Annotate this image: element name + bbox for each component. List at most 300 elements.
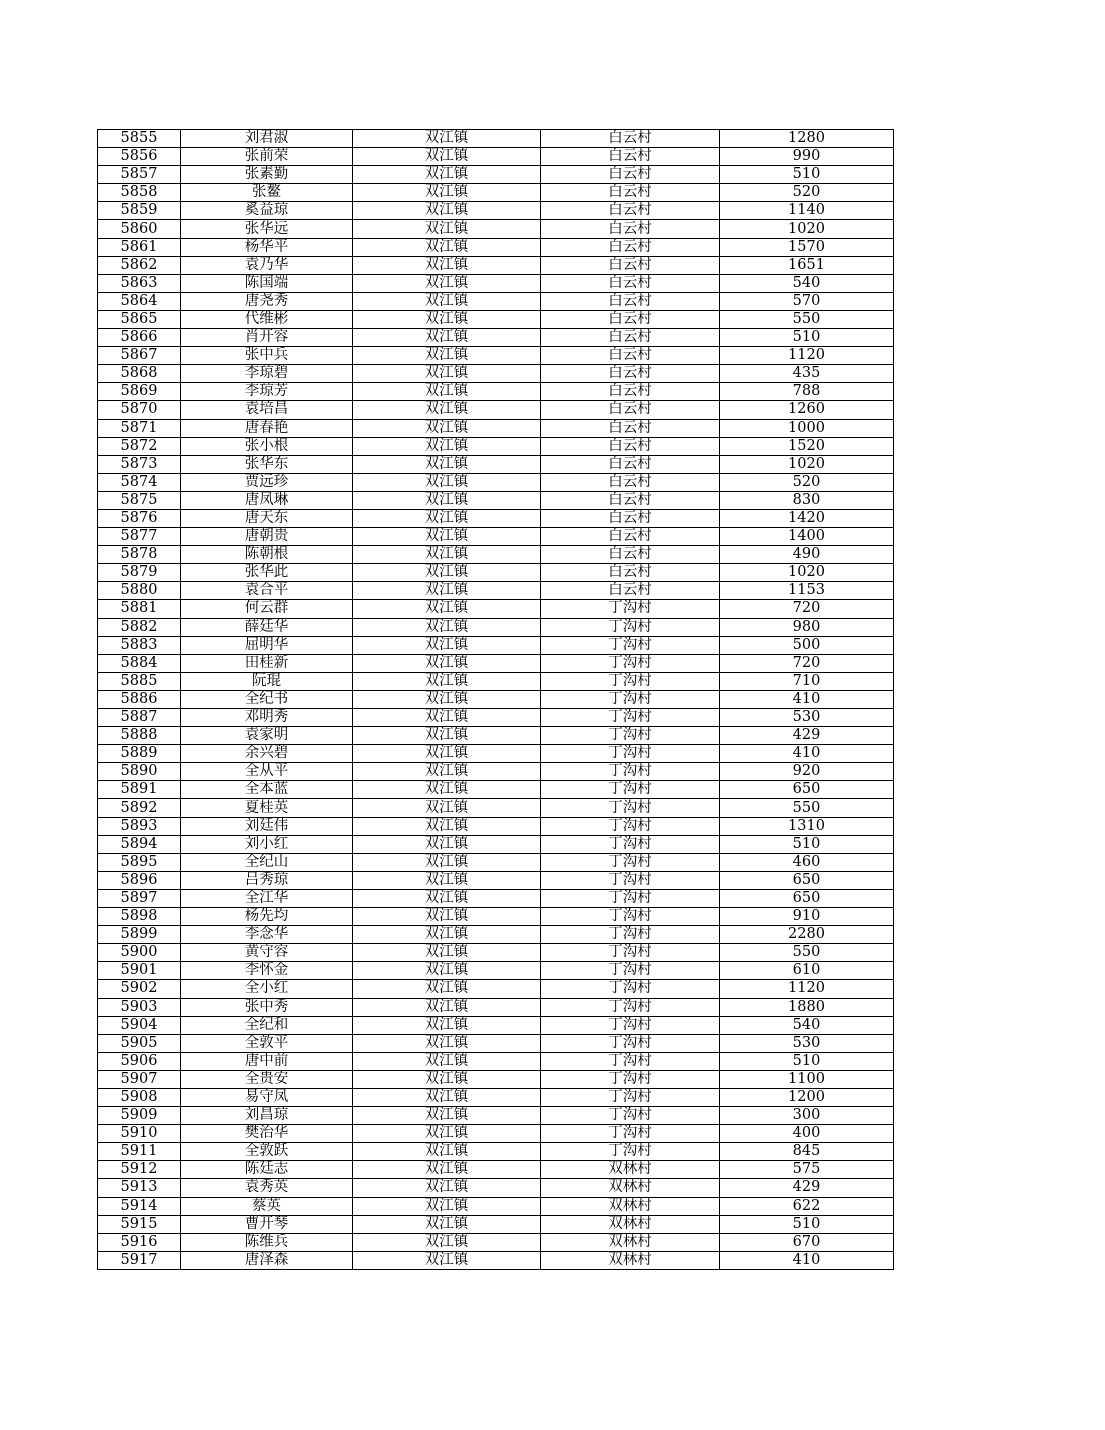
amount-value-cell: 830 (720, 491, 894, 509)
town-name-cell: 双江镇 (353, 1107, 541, 1125)
amount-value-cell: 530 (720, 1034, 894, 1052)
person-name-cell: 邓明秀 (181, 709, 353, 727)
person-name-cell: 张素勤 (181, 166, 353, 184)
person-name-cell: 阮琨 (181, 672, 353, 690)
person-name-cell: 全小红 (181, 980, 353, 998)
town-name-cell: 双江镇 (353, 763, 541, 781)
person-name-cell: 全敦平 (181, 1034, 353, 1052)
town-name-cell: 双江镇 (353, 980, 541, 998)
person-name-cell: 张中兵 (181, 347, 353, 365)
row-number-cell: 5894 (98, 835, 181, 853)
row-number-cell: 5893 (98, 817, 181, 835)
person-name-cell: 陈廷志 (181, 1161, 353, 1179)
table-row (98, 1070, 894, 1088)
amount-value-cell: 570 (720, 292, 894, 310)
row-number-cell: 5856 (98, 148, 181, 166)
village-name-cell: 白云村 (541, 401, 720, 419)
table-row (98, 853, 894, 871)
row-number-cell: 5900 (98, 944, 181, 962)
amount-value-cell: 1140 (720, 202, 894, 220)
amount-value-cell: 622 (720, 1197, 894, 1215)
row-number-cell: 5888 (98, 727, 181, 745)
town-name-cell: 双江镇 (353, 564, 541, 582)
amount-value-cell: 1880 (720, 998, 894, 1016)
amount-value-cell: 520 (720, 473, 894, 491)
amount-value-cell: 410 (720, 1251, 894, 1269)
table-row (98, 148, 894, 166)
amount-value-cell: 510 (720, 329, 894, 347)
person-name-cell: 唐泽森 (181, 1251, 353, 1269)
person-name-cell: 李念华 (181, 926, 353, 944)
table-row (98, 491, 894, 509)
village-name-cell: 白云村 (541, 148, 720, 166)
person-name-cell: 张华远 (181, 220, 353, 238)
village-name-cell: 白云村 (541, 292, 720, 310)
amount-value-cell: 510 (720, 835, 894, 853)
amount-value-cell: 1280 (720, 130, 894, 148)
town-name-cell: 双江镇 (353, 347, 541, 365)
amount-value-cell: 720 (720, 654, 894, 672)
village-name-cell: 丁沟村 (541, 709, 720, 727)
row-number-cell: 5885 (98, 672, 181, 690)
person-name-cell: 全从平 (181, 763, 353, 781)
table-row (98, 365, 894, 383)
person-name-cell: 曹开琴 (181, 1215, 353, 1233)
table-row (98, 419, 894, 437)
table-row (98, 347, 894, 365)
amount-value-cell: 1020 (720, 564, 894, 582)
town-name-cell: 双江镇 (353, 166, 541, 184)
town-name-cell: 双江镇 (353, 419, 541, 437)
amount-value-cell: 435 (720, 365, 894, 383)
town-name-cell: 双江镇 (353, 1179, 541, 1197)
village-name-cell: 丁沟村 (541, 763, 720, 781)
town-name-cell: 双江镇 (353, 238, 541, 256)
row-number-cell: 5867 (98, 347, 181, 365)
village-name-cell: 丁沟村 (541, 835, 720, 853)
person-name-cell: 张中秀 (181, 998, 353, 1016)
table-row (98, 1107, 894, 1125)
village-name-cell: 白云村 (541, 310, 720, 328)
table-row (98, 871, 894, 889)
row-number-cell: 5860 (98, 220, 181, 238)
village-name-cell: 丁沟村 (541, 998, 720, 1016)
row-number-cell: 5887 (98, 709, 181, 727)
person-name-cell: 唐春艳 (181, 419, 353, 437)
village-name-cell: 白云村 (541, 329, 720, 347)
table-row (98, 220, 894, 238)
amount-value-cell: 510 (720, 166, 894, 184)
table-row (98, 1179, 894, 1197)
town-name-cell: 双江镇 (353, 781, 541, 799)
table-row (98, 998, 894, 1016)
town-name-cell: 双江镇 (353, 220, 541, 238)
person-name-cell: 薛廷华 (181, 618, 353, 636)
table-row (98, 1052, 894, 1070)
village-name-cell: 丁沟村 (541, 962, 720, 980)
amount-value-cell: 1520 (720, 437, 894, 455)
town-name-cell: 双江镇 (353, 835, 541, 853)
table-row (98, 962, 894, 980)
amount-value-cell: 300 (720, 1107, 894, 1125)
amount-value-cell: 1260 (720, 401, 894, 419)
amount-value-cell: 788 (720, 383, 894, 401)
town-name-cell: 双江镇 (353, 455, 541, 473)
table-row (98, 509, 894, 527)
village-name-cell: 丁沟村 (541, 1016, 720, 1034)
row-number-cell: 5865 (98, 310, 181, 328)
village-name-cell: 丁沟村 (541, 908, 720, 926)
village-name-cell: 双林村 (541, 1197, 720, 1215)
village-name-cell: 丁沟村 (541, 1070, 720, 1088)
person-name-cell: 李怀金 (181, 962, 353, 980)
village-name-cell: 白云村 (541, 184, 720, 202)
amount-value-cell: 650 (720, 889, 894, 907)
amount-value-cell: 575 (720, 1161, 894, 1179)
person-name-cell: 袁秀英 (181, 1179, 353, 1197)
person-name-cell: 张小根 (181, 437, 353, 455)
town-name-cell: 双江镇 (353, 148, 541, 166)
village-name-cell: 丁沟村 (541, 1088, 720, 1106)
table-row (98, 1034, 894, 1052)
town-name-cell: 双江镇 (353, 528, 541, 546)
table-row (98, 636, 894, 654)
row-number-cell: 5906 (98, 1052, 181, 1070)
town-name-cell: 双江镇 (353, 1070, 541, 1088)
town-name-cell: 双江镇 (353, 202, 541, 220)
table-row (98, 292, 894, 310)
row-number-cell: 5882 (98, 618, 181, 636)
table-row (98, 383, 894, 401)
village-name-cell: 双林村 (541, 1233, 720, 1251)
amount-value-cell: 550 (720, 310, 894, 328)
table-row (98, 166, 894, 184)
row-number-cell: 5855 (98, 130, 181, 148)
town-name-cell: 双江镇 (353, 1016, 541, 1034)
village-name-cell: 丁沟村 (541, 889, 720, 907)
person-name-cell: 代维彬 (181, 310, 353, 328)
row-number-cell: 5907 (98, 1070, 181, 1088)
row-number-cell: 5864 (98, 292, 181, 310)
row-number-cell: 5911 (98, 1143, 181, 1161)
village-name-cell: 双林村 (541, 1161, 720, 1179)
table-row (98, 1161, 894, 1179)
person-name-cell: 何云群 (181, 600, 353, 618)
amount-value-cell: 920 (720, 763, 894, 781)
amount-value-cell: 720 (720, 600, 894, 618)
village-name-cell: 丁沟村 (541, 654, 720, 672)
table-row (98, 980, 894, 998)
table-row (98, 274, 894, 292)
table-row (98, 310, 894, 328)
village-name-cell: 白云村 (541, 274, 720, 292)
row-number-cell: 5863 (98, 274, 181, 292)
village-name-cell: 丁沟村 (541, 600, 720, 618)
town-name-cell: 双江镇 (353, 998, 541, 1016)
person-name-cell: 张华此 (181, 564, 353, 582)
table-row (98, 455, 894, 473)
row-number-cell: 5909 (98, 1107, 181, 1125)
village-name-cell: 丁沟村 (541, 745, 720, 763)
amount-value-cell: 540 (720, 1016, 894, 1034)
amount-value-cell: 1200 (720, 1088, 894, 1106)
person-name-cell: 唐朝贵 (181, 528, 353, 546)
row-number-cell: 5880 (98, 582, 181, 600)
person-name-cell: 全纪和 (181, 1016, 353, 1034)
table-row (98, 546, 894, 564)
person-name-cell: 唐中前 (181, 1052, 353, 1070)
village-name-cell: 双林村 (541, 1251, 720, 1269)
village-name-cell: 白云村 (541, 383, 720, 401)
row-number-cell: 5874 (98, 473, 181, 491)
person-name-cell: 全敦跃 (181, 1143, 353, 1161)
row-number-cell: 5869 (98, 383, 181, 401)
town-name-cell: 双江镇 (353, 672, 541, 690)
row-number-cell: 5862 (98, 256, 181, 274)
row-number-cell: 5889 (98, 745, 181, 763)
town-name-cell: 双江镇 (353, 1233, 541, 1251)
person-name-cell: 陈国端 (181, 274, 353, 292)
town-name-cell: 双江镇 (353, 509, 541, 527)
row-number-cell: 5903 (98, 998, 181, 1016)
amount-value-cell: 1020 (720, 220, 894, 238)
table-body (98, 130, 894, 1270)
village-name-cell: 丁沟村 (541, 871, 720, 889)
table-row (98, 564, 894, 582)
village-name-cell: 丁沟村 (541, 672, 720, 690)
town-name-cell: 双江镇 (353, 546, 541, 564)
person-name-cell: 夏桂英 (181, 799, 353, 817)
row-number-cell: 5905 (98, 1034, 181, 1052)
town-name-cell: 双江镇 (353, 1088, 541, 1106)
person-name-cell: 全江华 (181, 889, 353, 907)
town-name-cell: 双江镇 (353, 473, 541, 491)
table-row (98, 256, 894, 274)
person-name-cell: 刘小红 (181, 835, 353, 853)
amount-value-cell: 410 (720, 745, 894, 763)
row-number-cell: 5912 (98, 1161, 181, 1179)
person-name-cell: 樊治华 (181, 1125, 353, 1143)
amount-value-cell: 990 (720, 148, 894, 166)
row-number-cell: 5898 (98, 908, 181, 926)
village-name-cell: 白云村 (541, 166, 720, 184)
village-name-cell: 白云村 (541, 546, 720, 564)
amount-value-cell: 520 (720, 184, 894, 202)
village-name-cell: 白云村 (541, 509, 720, 527)
amount-value-cell: 510 (720, 1052, 894, 1070)
amount-value-cell: 500 (720, 636, 894, 654)
row-number-cell: 5916 (98, 1233, 181, 1251)
amount-value-cell: 710 (720, 672, 894, 690)
village-name-cell: 白云村 (541, 202, 720, 220)
table-row (98, 238, 894, 256)
amount-value-cell: 1020 (720, 455, 894, 473)
person-name-cell: 全贵安 (181, 1070, 353, 1088)
amount-value-cell: 410 (720, 690, 894, 708)
person-name-cell: 田桂新 (181, 654, 353, 672)
person-name-cell: 易守凤 (181, 1088, 353, 1106)
amount-value-cell: 1400 (720, 528, 894, 546)
row-number-cell: 5884 (98, 654, 181, 672)
town-name-cell: 双江镇 (353, 817, 541, 835)
person-name-cell: 黄守容 (181, 944, 353, 962)
table-row (98, 130, 894, 148)
town-name-cell: 双江镇 (353, 799, 541, 817)
row-number-cell: 5873 (98, 455, 181, 473)
table-row (98, 763, 894, 781)
data-table (97, 129, 894, 1270)
row-number-cell: 5899 (98, 926, 181, 944)
row-number-cell: 5877 (98, 528, 181, 546)
town-name-cell: 双江镇 (353, 853, 541, 871)
village-name-cell: 丁沟村 (541, 853, 720, 871)
town-name-cell: 双江镇 (353, 1251, 541, 1269)
person-name-cell: 屈明华 (181, 636, 353, 654)
row-number-cell: 5902 (98, 980, 181, 998)
town-name-cell: 双江镇 (353, 1143, 541, 1161)
table-row (98, 835, 894, 853)
row-number-cell: 5859 (98, 202, 181, 220)
table-row (98, 473, 894, 491)
amount-value-cell: 1100 (720, 1070, 894, 1088)
town-name-cell: 双江镇 (353, 709, 541, 727)
person-name-cell: 陈维兵 (181, 1233, 353, 1251)
row-number-cell: 5866 (98, 329, 181, 347)
table-row (98, 672, 894, 690)
village-name-cell: 丁沟村 (541, 781, 720, 799)
row-number-cell: 5913 (98, 1179, 181, 1197)
row-number-cell: 5897 (98, 889, 181, 907)
town-name-cell: 双江镇 (353, 889, 541, 907)
village-name-cell: 双林村 (541, 1179, 720, 1197)
village-name-cell: 白云村 (541, 564, 720, 582)
village-name-cell: 丁沟村 (541, 1034, 720, 1052)
town-name-cell: 双江镇 (353, 745, 541, 763)
row-number-cell: 5857 (98, 166, 181, 184)
person-name-cell: 全本蓝 (181, 781, 353, 799)
row-number-cell: 5868 (98, 365, 181, 383)
row-number-cell: 5878 (98, 546, 181, 564)
table-row (98, 817, 894, 835)
village-name-cell: 白云村 (541, 582, 720, 600)
person-name-cell: 唐天东 (181, 509, 353, 527)
row-number-cell: 5858 (98, 184, 181, 202)
village-name-cell: 双林村 (541, 1215, 720, 1233)
town-name-cell: 双江镇 (353, 292, 541, 310)
table-row (98, 1215, 894, 1233)
amount-value-cell: 670 (720, 1233, 894, 1251)
town-name-cell: 双江镇 (353, 365, 541, 383)
amount-value-cell: 845 (720, 1143, 894, 1161)
row-number-cell: 5875 (98, 491, 181, 509)
village-name-cell: 白云村 (541, 419, 720, 437)
amount-value-cell: 510 (720, 1215, 894, 1233)
village-name-cell: 白云村 (541, 473, 720, 491)
amount-value-cell: 1570 (720, 238, 894, 256)
person-name-cell: 唐尧秀 (181, 292, 353, 310)
amount-value-cell: 1120 (720, 347, 894, 365)
town-name-cell: 双江镇 (353, 944, 541, 962)
village-name-cell: 白云村 (541, 455, 720, 473)
village-name-cell: 白云村 (541, 220, 720, 238)
row-number-cell: 5881 (98, 600, 181, 618)
town-name-cell: 双江镇 (353, 654, 541, 672)
person-name-cell: 肖开容 (181, 329, 353, 347)
amount-value-cell: 530 (720, 709, 894, 727)
table-row (98, 926, 894, 944)
amount-value-cell: 490 (720, 546, 894, 564)
row-number-cell: 5917 (98, 1251, 181, 1269)
town-name-cell: 双江镇 (353, 1197, 541, 1215)
amount-value-cell: 550 (720, 799, 894, 817)
amount-value-cell: 1310 (720, 817, 894, 835)
amount-value-cell: 980 (720, 618, 894, 636)
amount-value-cell: 1153 (720, 582, 894, 600)
amount-value-cell: 2280 (720, 926, 894, 944)
row-number-cell: 5891 (98, 781, 181, 799)
person-name-cell: 李琼碧 (181, 365, 353, 383)
town-name-cell: 双江镇 (353, 256, 541, 274)
amount-value-cell: 540 (720, 274, 894, 292)
person-name-cell: 杨华平 (181, 238, 353, 256)
row-number-cell: 5870 (98, 401, 181, 419)
amount-value-cell: 1000 (720, 419, 894, 437)
village-name-cell: 白云村 (541, 238, 720, 256)
table-row (98, 1016, 894, 1034)
person-name-cell: 刘昌琼 (181, 1107, 353, 1125)
table-row (98, 799, 894, 817)
town-name-cell: 双江镇 (353, 383, 541, 401)
town-name-cell: 双江镇 (353, 310, 541, 328)
amount-value-cell: 650 (720, 871, 894, 889)
person-name-cell: 张鳌 (181, 184, 353, 202)
table-row (98, 618, 894, 636)
town-name-cell: 双江镇 (353, 1125, 541, 1143)
town-name-cell: 双江镇 (353, 1161, 541, 1179)
table-row (98, 1143, 894, 1161)
town-name-cell: 双江镇 (353, 727, 541, 745)
village-name-cell: 丁沟村 (541, 1143, 720, 1161)
person-name-cell: 余兴碧 (181, 745, 353, 763)
amount-value-cell: 1420 (720, 509, 894, 527)
village-name-cell: 丁沟村 (541, 817, 720, 835)
person-name-cell: 全纪书 (181, 690, 353, 708)
village-name-cell: 白云村 (541, 130, 720, 148)
town-name-cell: 双江镇 (353, 184, 541, 202)
table-row (98, 709, 894, 727)
table-row (98, 1251, 894, 1269)
person-name-cell: 唐凤琳 (181, 491, 353, 509)
town-name-cell: 双江镇 (353, 962, 541, 980)
table-row (98, 401, 894, 419)
town-name-cell: 双江镇 (353, 636, 541, 654)
village-name-cell: 丁沟村 (541, 690, 720, 708)
table-row (98, 889, 894, 907)
row-number-cell: 5901 (98, 962, 181, 980)
village-name-cell: 丁沟村 (541, 618, 720, 636)
row-number-cell: 5861 (98, 238, 181, 256)
town-name-cell: 双江镇 (353, 600, 541, 618)
person-name-cell: 陈朝根 (181, 546, 353, 564)
row-number-cell: 5890 (98, 763, 181, 781)
person-name-cell: 张华东 (181, 455, 353, 473)
village-name-cell: 白云村 (541, 365, 720, 383)
village-name-cell: 丁沟村 (541, 1125, 720, 1143)
town-name-cell: 双江镇 (353, 582, 541, 600)
table-row (98, 1125, 894, 1143)
table-row (98, 600, 894, 618)
person-name-cell: 杨先均 (181, 908, 353, 926)
